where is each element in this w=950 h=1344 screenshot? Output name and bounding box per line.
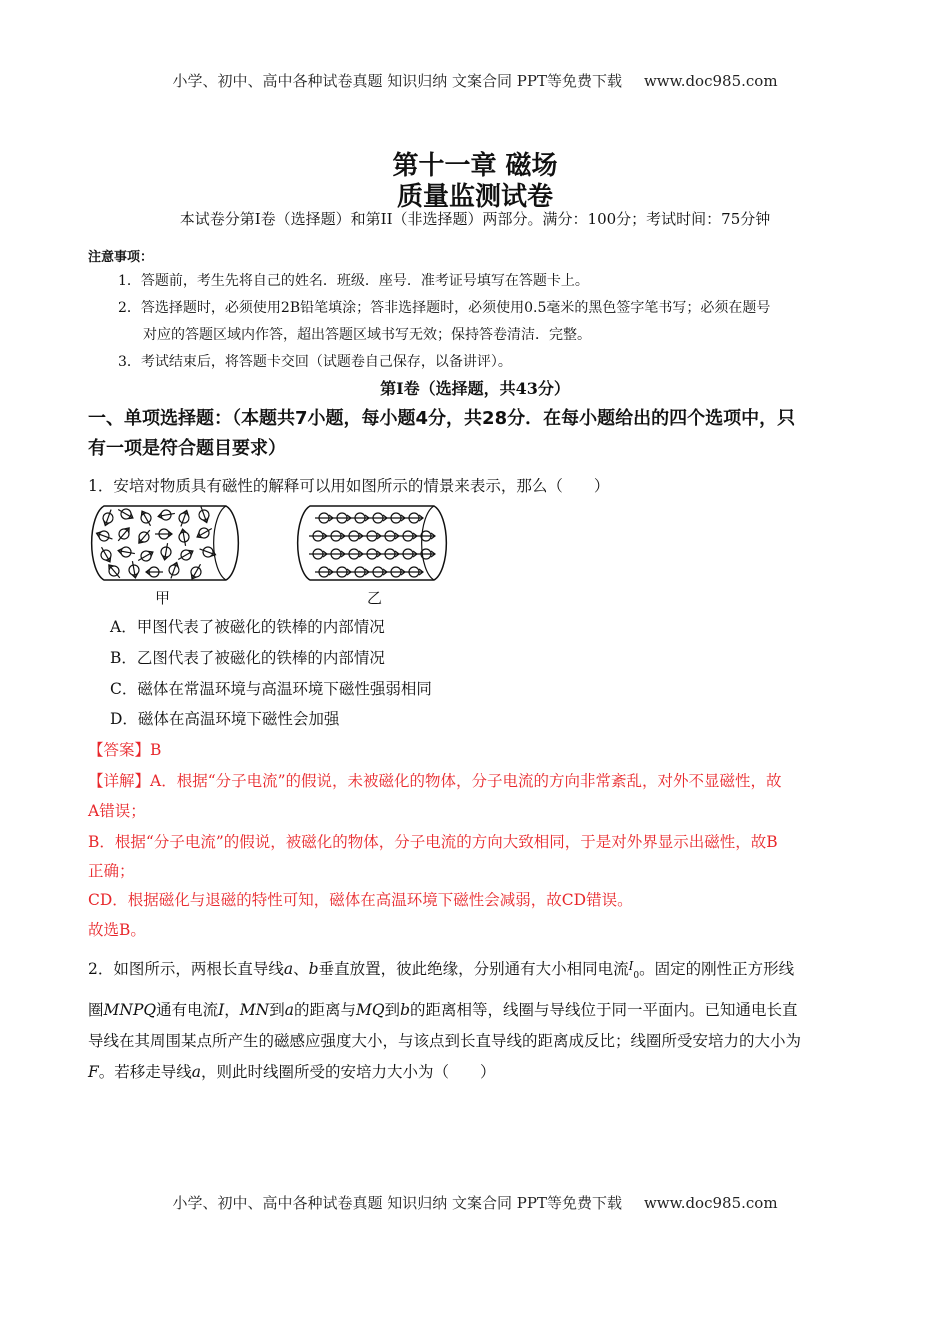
q2-text: 到 <box>269 1001 285 1020</box>
fig-label-yi: 乙 <box>367 589 383 607</box>
q1-stem: 1．安培对物质具有磁性的解释可以用如图所示的情景来表示，那么（ ） <box>88 477 610 495</box>
current-i: I <box>218 1001 225 1020</box>
wire-b: b <box>308 960 319 978</box>
q2-text: 。固定的刚性正方形线 <box>639 960 795 978</box>
notice-heading: 注意事项： <box>88 250 154 265</box>
exam-title: 质量监测试卷 <box>396 182 553 212</box>
q1-option-b: B．乙图代表了被磁化的铁棒的内部情况 <box>110 649 385 667</box>
section-1-line1: 一、单项选择题：（本题共7小题，每小题4分，共28分．在每小题给出的四个选项中，只 <box>88 408 796 429</box>
side-mn: MN <box>239 1001 270 1020</box>
q2-stem <box>88 951 863 1088</box>
q1-figure <box>84 500 464 610</box>
q2-text: 到 <box>384 1001 401 1020</box>
section-1-heading <box>88 404 868 464</box>
q2-text: 的距离与 <box>293 1001 356 1020</box>
q2-text: 垂直放置，彼此绝缘，分别通有大小相同电流 <box>318 960 629 978</box>
notice-item-2-cont: 对应的答题区域内作答，超出答题区域书写无效；保持答卷清洁．完整。 <box>143 327 591 343</box>
force-f: F <box>88 1063 99 1082</box>
footer-site: www.doc985.com <box>643 1194 778 1212</box>
wire-a: a <box>191 1063 202 1082</box>
q2-text: 圈 <box>88 1001 104 1020</box>
q1-analysis-4: 正确； <box>88 862 135 880</box>
exam-info: 本试卷分第I卷（选择题）和第II（非选择题）两部分。满分：100分；考试时间：75分钟 <box>179 210 771 228</box>
q2-text: 、 <box>293 960 309 978</box>
section-I-title: 第Ⅰ卷（选择题，共43分） <box>380 379 570 398</box>
cylinder-jia <box>92 505 239 582</box>
q1-option-d: D．磁体在高温环境下磁性会加强 <box>110 710 340 728</box>
q1-answer: 【答案】B <box>88 741 162 759</box>
q2-text: 2．如图所示，两根长直导线 <box>88 960 284 978</box>
q2-text: ， <box>224 1001 240 1020</box>
wire-a: a <box>283 960 294 978</box>
notice-item-3: 3．考试结束后，将答题卡交回（试题卷自己保存，以备讲评）。 <box>118 354 512 370</box>
q2-line3: 导线在其周围某点所产生的磁感应强度大小，与该点到长直导线的距离成反比；线圈所受安培力的大小为 <box>88 1032 802 1051</box>
page-footer <box>0 1192 950 1213</box>
coil-mnpq: MNPQ <box>103 1001 157 1020</box>
footer-text: 小学、初中、高中各种试卷真题 知识归纳 文案合同 PPT等免费下载 <box>172 1194 622 1212</box>
fig-label-jia: 甲 <box>155 589 171 607</box>
notice-item-2: 2．答选择题时，必须使用2B铅笔填涂；答非选择题时，必须使用0.5毫米的黑色签字笔书写；必须在题号 <box>118 300 771 316</box>
cylinder-yi <box>298 506 447 580</box>
q1-option-c: C．磁体在常温环境与高温环境下磁性强弱相同 <box>110 680 432 698</box>
q1-option-a: A．甲图代表了被磁化的铁棒的内部情况 <box>110 618 385 636</box>
q1-analysis-6: 故选B。 <box>88 921 146 939</box>
current-i0-sub: 0 <box>633 971 640 982</box>
wire-a: a <box>284 1001 294 1020</box>
wire-b: b <box>400 1001 410 1020</box>
q2-text: 。若移走导线 <box>98 1063 192 1082</box>
q1-analysis-5: CD．根据磁化与退磁的特性可知，磁体在高温环境下磁性会减弱，故CD错误。 <box>88 891 633 909</box>
q2-text: 的距离相等，线圈与导线位于同一平面内。已知通电长直 <box>410 1001 798 1020</box>
q2-text: 通有电流 <box>156 1001 219 1020</box>
header-text: 小学、初中、高中各种试卷真题 知识归纳 文案合同 PPT等免费下载 <box>172 72 622 90</box>
section-1-line2: 有一项是符合题目要求） <box>88 438 286 459</box>
q1-analysis-3: B．根据“分子电流”的假说，被磁化的物体，分子电流的方向大致相同，于是对外界显示出磁性，故B <box>88 833 778 851</box>
current-i0: I <box>628 959 634 973</box>
q2-line4 <box>88 1057 863 1088</box>
side-mq: MQ <box>355 1001 385 1020</box>
q2-line1 <box>88 951 863 992</box>
header-site: www.doc985.com <box>643 72 778 90</box>
page-header <box>0 70 950 91</box>
chapter-title: 第十一章 磁场 <box>392 151 558 181</box>
q1-analysis-2: A错误； <box>88 802 146 820</box>
q2-text: ，则此时线圈所受的安培力大小为（ ） <box>201 1063 496 1082</box>
q2-line2 <box>88 995 863 1026</box>
notice-item-1: 1．答题前，考生先将自己的姓名．班级．座号．准考证号填写在答题卡上。 <box>118 273 589 289</box>
q1-analysis-1: 【详解】A．根据“分子电流”的假说，未被磁化的物体，分子电流的方向非常紊乱，对外不显磁性，故 <box>88 772 782 790</box>
